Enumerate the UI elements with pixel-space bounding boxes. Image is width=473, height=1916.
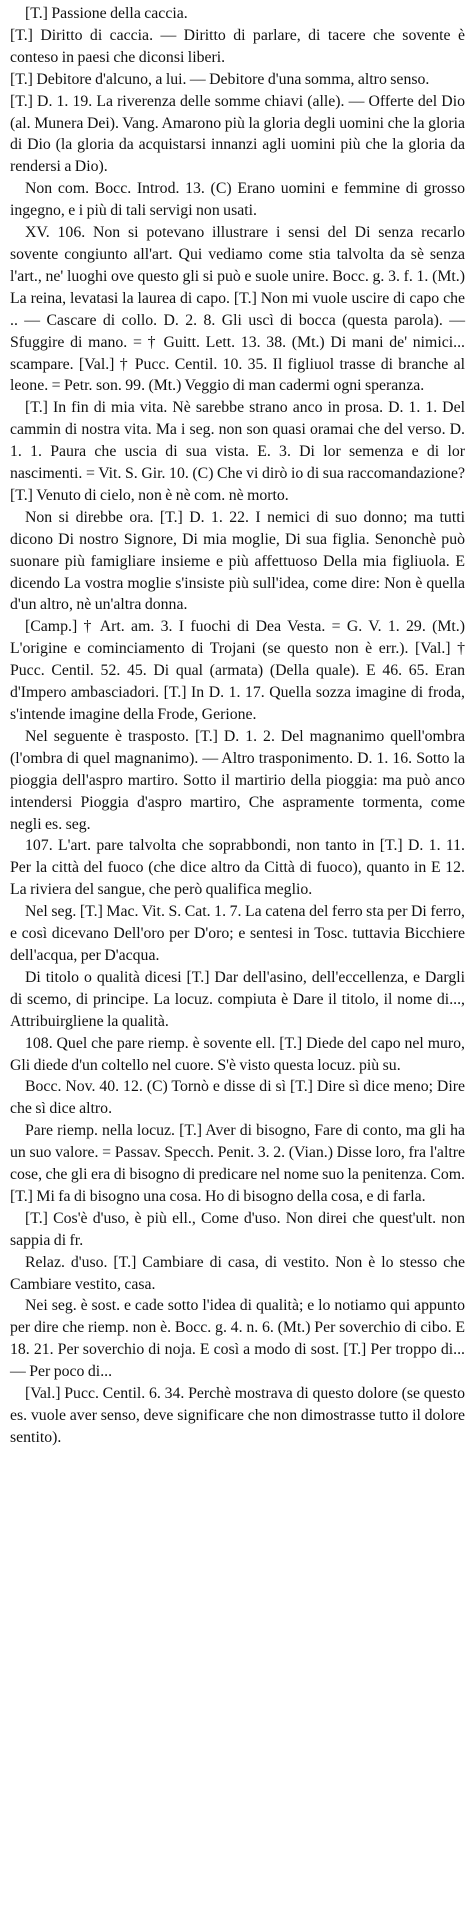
- paragraph-16: Pare riemp. nella locuz. [T.] Aver di bisogno, Fare di conto, ma gli ha un suo valore. = Passav. Specch. Penit. 3. 2. (Vian.) Disse loro, fra l'altre cose, che gli era di bisogno di predicare nel nome suo la penitenza. Com. [T.] Mi fa di bisogno una cosa. Ho di bisogno della cosa, e di farla.: [10, 1122, 465, 1205]
- paragraph-2: [T.] Diritto di caccia. — Diritto di parlare, di tacere che sovente è conteso in paesi che diconsi liberi.: [10, 26, 465, 66]
- paragraph-19: Nei seg. è sost. e cade sotto l'idea di qualità; e lo notiamo qui appunto per dire che riemp. non è. Bocc. g. 4. n. 6. (Mt.) Per soverchio di cibo. E 18. 21. Per soverchio di noja. E così a modo di sost. [T.] Per troppo di... — Per poco di...: [10, 1297, 465, 1381]
- paragraph-15: Bocc. Nov. 40. 12. (C) Tornò e disse di sì [T.] Dire sì dice meno; Dire che sì dice altro.: [10, 1078, 465, 1118]
- paragraph-7: [T.] In fin di mia vita. Nè sarebbe strano anco in prosa. D. 1. 1. Del cammin di nostra vita. Ma i seg. non son quasi oramai che del verso. D. 1. 1. Paura che uscia di sua vista. E. 3. Di lor semenza e di lor nascimenti. = Vit. S. Gir. 10. (C) Che vi dirò io di sua raccomandazione? [T.] Venuto di cielo, non è nè com. nè morto.: [10, 399, 465, 504]
- paragraph-20: [Val.] Pucc. Centil. 6. 34. Perchè mostrava di questo dolore (se questo es. vuole aver senso, deve significare che non dimostrasse tutto il dolore sentito).: [10, 1385, 465, 1446]
- paragraph-11: 107. L'art. pare talvolta che soprabbondi, non tanto in [T.] D. 1. 11. Per la città del fuoco (che dice altro da Città di fuoco), quanto in E 12. La riviera del sangue, che però qualifica meglio.: [10, 837, 465, 899]
- paragraph-8: Non si direbbe ora. [T.] D. 1. 22. I nemici di suo donno; ma tutti dicono Di nostro Signore, Di mia moglie, Di sua figlia. Senonchè può suonare più famigliare insieme e più affettuoso Della mia figliuola. E dicendo La vostra moglie s'insiste più sull'idea, come dire: Non è quella d'un altro, nè un'altra donna.: [10, 508, 465, 614]
- paragraph-4: [T.] D. 1. 19. La riverenza delle somme chiavi (alle). — Offerte del Dio (al. Munera Dei). Vang. Amarono più la gloria degli uomini che la gloria di Dio (la gloria da acquistarsi innanzi agli uomini più che la gloria da rendersi a Dio).: [10, 92, 465, 176]
- paragraph-12: Nel seg. [T.] Mac. Vit. S. Cat. 1. 7. La catena del ferro sta per Di ferro, e così dicevano Dell'oro per D'oro; e sentesi in Tosc. tuttavia Bicchiere dell'acqua, per D'acqua.: [10, 903, 465, 964]
- paragraph-9: [Camp.] † Art. am. 3. I fuochi di Dea Vesta. = G. V. 1. 29. (Mt.) L'origine e cominciamento di Trojani (se questo non è err.). [Val.] † Pucc. Centil. 52. 45. Di qual (armata) (Della quale). E 46. 65. Eran d'Impero ambasciadori. [T.] In D. 1. 17. Quella sozza imagine di froda, s'intende imagine della Frode, Gerione.: [10, 618, 465, 723]
- paragraph-5: Non com. Bocc. Introd. 13. (C) Erano uomini e femmine di grosso ingegno, e i più di tali servigi non usati.: [10, 180, 465, 220]
- paragraph-14: 108. Quel che pare riemp. è sovente ell. [T.] Diede del capo nel muro, Gli diede d'un coltello nel cuore. S'è visto questa locuz. più su.: [10, 1034, 465, 1074]
- paragraph-1: [T.] Passione della caccia.: [25, 5, 188, 22]
- paragraph-18: Relaz. d'uso. [T.] Cambiare di casa, di vestito. Non è lo stesso che Cambiare vestito, casa.: [10, 1253, 465, 1293]
- paragraph-10: Nel seguente è trasposto. [T.] D. 1. 2. Del magnanimo quell'ombra (l'ombra di quel magnanimo). — Altro trasponimento. D. 1. 16. Sotto la pioggia dell'aspro martiro. Sotto il martirio della pioggia: ma può anco intendersi Pioggia d'aspro martiro, Che aspramente tormenta, come negli es. seg.: [10, 727, 465, 833]
- paragraph-13: Di titolo o qualità dicesi [T.] Dar dell'asino, dell'eccellenza, e Dargli di scemo, di principe. La locuz. compiuta è Dare il titolo, il nome di..., Attribuirgliene la qualità.: [10, 968, 465, 1030]
- paragraph-17: [T.] Cos'è d'uso, è più ell., Come d'uso. Non direi che quest'ult. non sappia di fr.: [10, 1209, 465, 1249]
- paragraph-6: XV. 106. Non si potevano illustrare i sensi del Di senza recarlo sovente congiunto all'art. Qui vediamo come stia talvolta da sè senza l'art., ne' luoghi ove questo gli si può e suole unire. Bocc. g. 3. f. 1. (Mt.) La reina, levatasi la laurea di capo. [T.] Non mi vuole uscire di capo che .. — Cascare di collo. D. 2. 8. Gli uscì di bocca (questa parola). — Sfuggire di mano. = † Guitt. Lett. 13. 38. (Mt.) Di mani de' nimici... scampare. [Val.] † Pucc. Centil. 10. 35. Il figliuol trasse di branche al leone. = Petr. son. 99. (Mt.) Veggio di man cadermi ogni speranza.: [10, 224, 465, 395]
- paragraph-3: [T.] Debitore d'alcuno, a lui. — Debitore d'una somma, altro senso.: [10, 70, 430, 88]
